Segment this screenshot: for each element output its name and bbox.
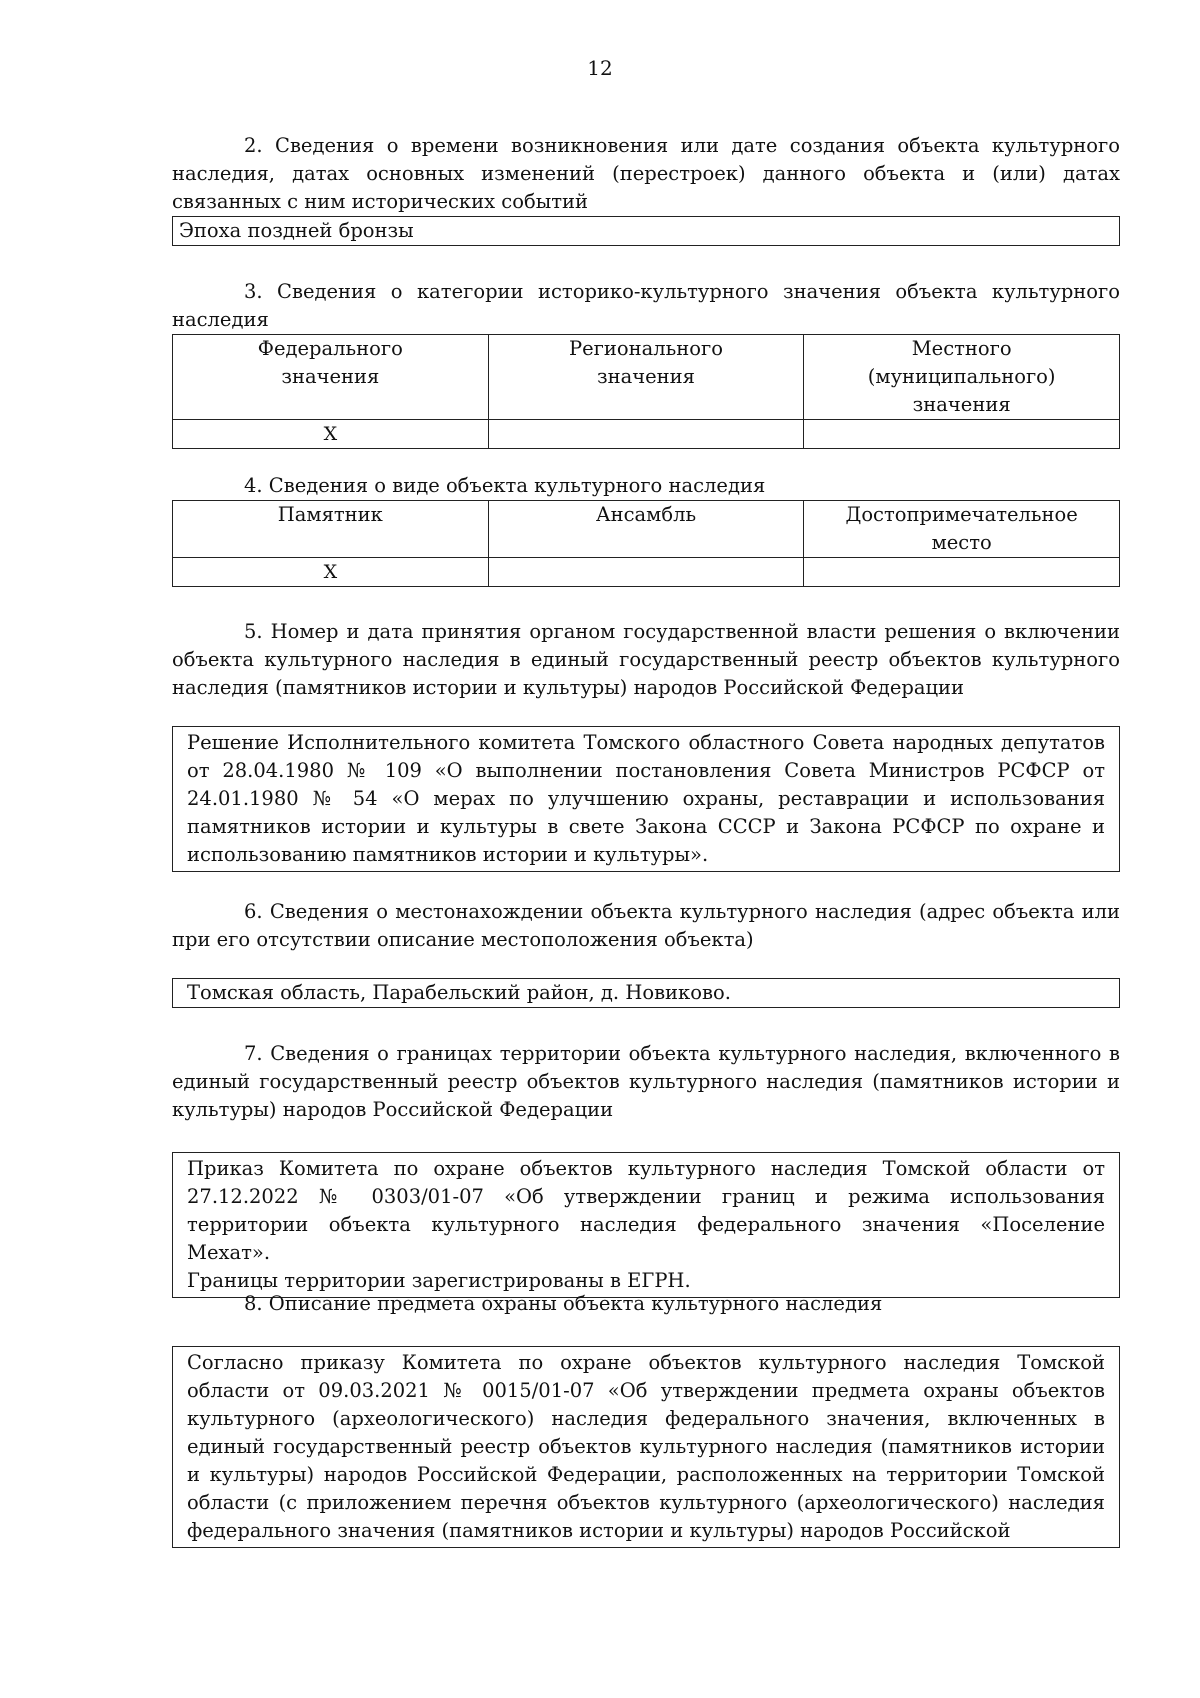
category-regional-mark [488,420,804,449]
section-5 [172,618,1120,702]
type-landmark-header: Достопримечательное место [804,501,1120,558]
category-table [172,334,1120,449]
section-5-heading: 5. Номер и дата принятия органом государственной власти решения о включении объекта культурного наследия в единый государственный реестр объектов культурного наследия (памятников истории и культуры) народов Российской Федерации [172,620,1120,699]
section-7-value-box [172,1152,1120,1298]
type-ensemble-header: Ансамбль [488,501,804,558]
section-6-heading: 6. Сведения о местонахождении объекта культурного наследия (адрес объекта или при его отсутствии описание местоположения объекта) [172,900,1120,951]
type-monument-header: Памятник [173,501,489,558]
section-8 [172,1290,1120,1318]
category-federal-mark: Х [173,420,489,449]
section-7-box-wrap [172,1152,1120,1298]
category-local-header: Местного (муниципального) значения [804,335,1120,420]
section-6 [172,898,1120,954]
section-7 [172,1040,1120,1124]
section-8-value: Согласно приказу Комитета по охране объектов культурного наследия Томской области от 09.03.2021 № 0015/01-07 «Об утверждении предмета охраны объектов культурного (археологического) наследия федерального значения, включенных в единый государственный реестр объектов культурного наследия (памятников истории и культуры) народов Российской Федерации, расположенных на территории Томской области (с приложением перечня объектов культурного (археологического) наследия федерального значения (памятников истории и культуры) народов Российской [187,1351,1105,1542]
category-regional-header: Регионального значения [488,335,804,420]
section-5-value-box [172,726,1120,872]
type-table [172,500,1120,587]
section-6-box-wrap [172,978,1120,1008]
type-landmark-mark [804,558,1120,587]
section-5-value: Решение Исполнительного комитета Томского областного Совета народных депутатов от 28.04.1980 № 109 «О выполнении постановления Совета Министров РСФСР от 24.01.1980 № 54 «О мерах по улучшению охраны, реставрации и использования памятников истории и культуры в свете Закона СССР и Закона РСФСР по охране и использованию памятников истории и культуры». [187,731,1105,866]
section-8-value-box [172,1346,1120,1548]
section-2 [172,132,1120,246]
section-2-heading: 2. Сведения о времени возникновения или дате создания объекта культурного наследия, датах основных изменений (перестроек) данного объекта и (или) датах связанных с ним исторических событий [172,134,1120,213]
section-8-box-wrap [172,1346,1120,1548]
page-number: 12 [587,56,613,80]
type-monument-mark: Х [173,558,489,587]
section-7-value: Приказ Комитета по охране объектов культурного наследия Томской области от 27.12.2022 № 0303/01-07 «Об утверждении границ и режима использования территории объекта культурного наследия федерального значения «Поселение Мехат». [187,1157,1105,1264]
section-7-note: Границы территории зарегистрированы в ЕГРН. [187,1269,691,1292]
section-2-value: Эпоха поздней бронзы [179,219,414,242]
section-3 [172,278,1120,449]
section-6-value-box [172,978,1120,1008]
section-6-value: Томская область, Парабельский район, д. Новиково. [187,981,731,1004]
section-3-heading: 3. Сведения о категории историко-культурного значения объекта культурного наследия [172,280,1120,331]
section-7-heading: 7. Сведения о границах территории объекта культурного наследия, включенного в единый государственный реестр объектов культурного наследия (памятников истории и культуры) народов Российской Федерации [172,1042,1120,1121]
section-4 [172,472,1120,587]
section-4-heading: 4. Сведения о виде объекта культурного наследия [244,474,766,497]
category-federal-header: Федерального значения [173,335,489,420]
section-5-box-wrap [172,726,1120,872]
section-8-heading: 8. Описание предмета охраны объекта культурного наследия [244,1292,883,1315]
type-ensemble-mark [488,558,804,587]
category-local-mark [804,420,1120,449]
section-2-value-box [172,216,1120,246]
